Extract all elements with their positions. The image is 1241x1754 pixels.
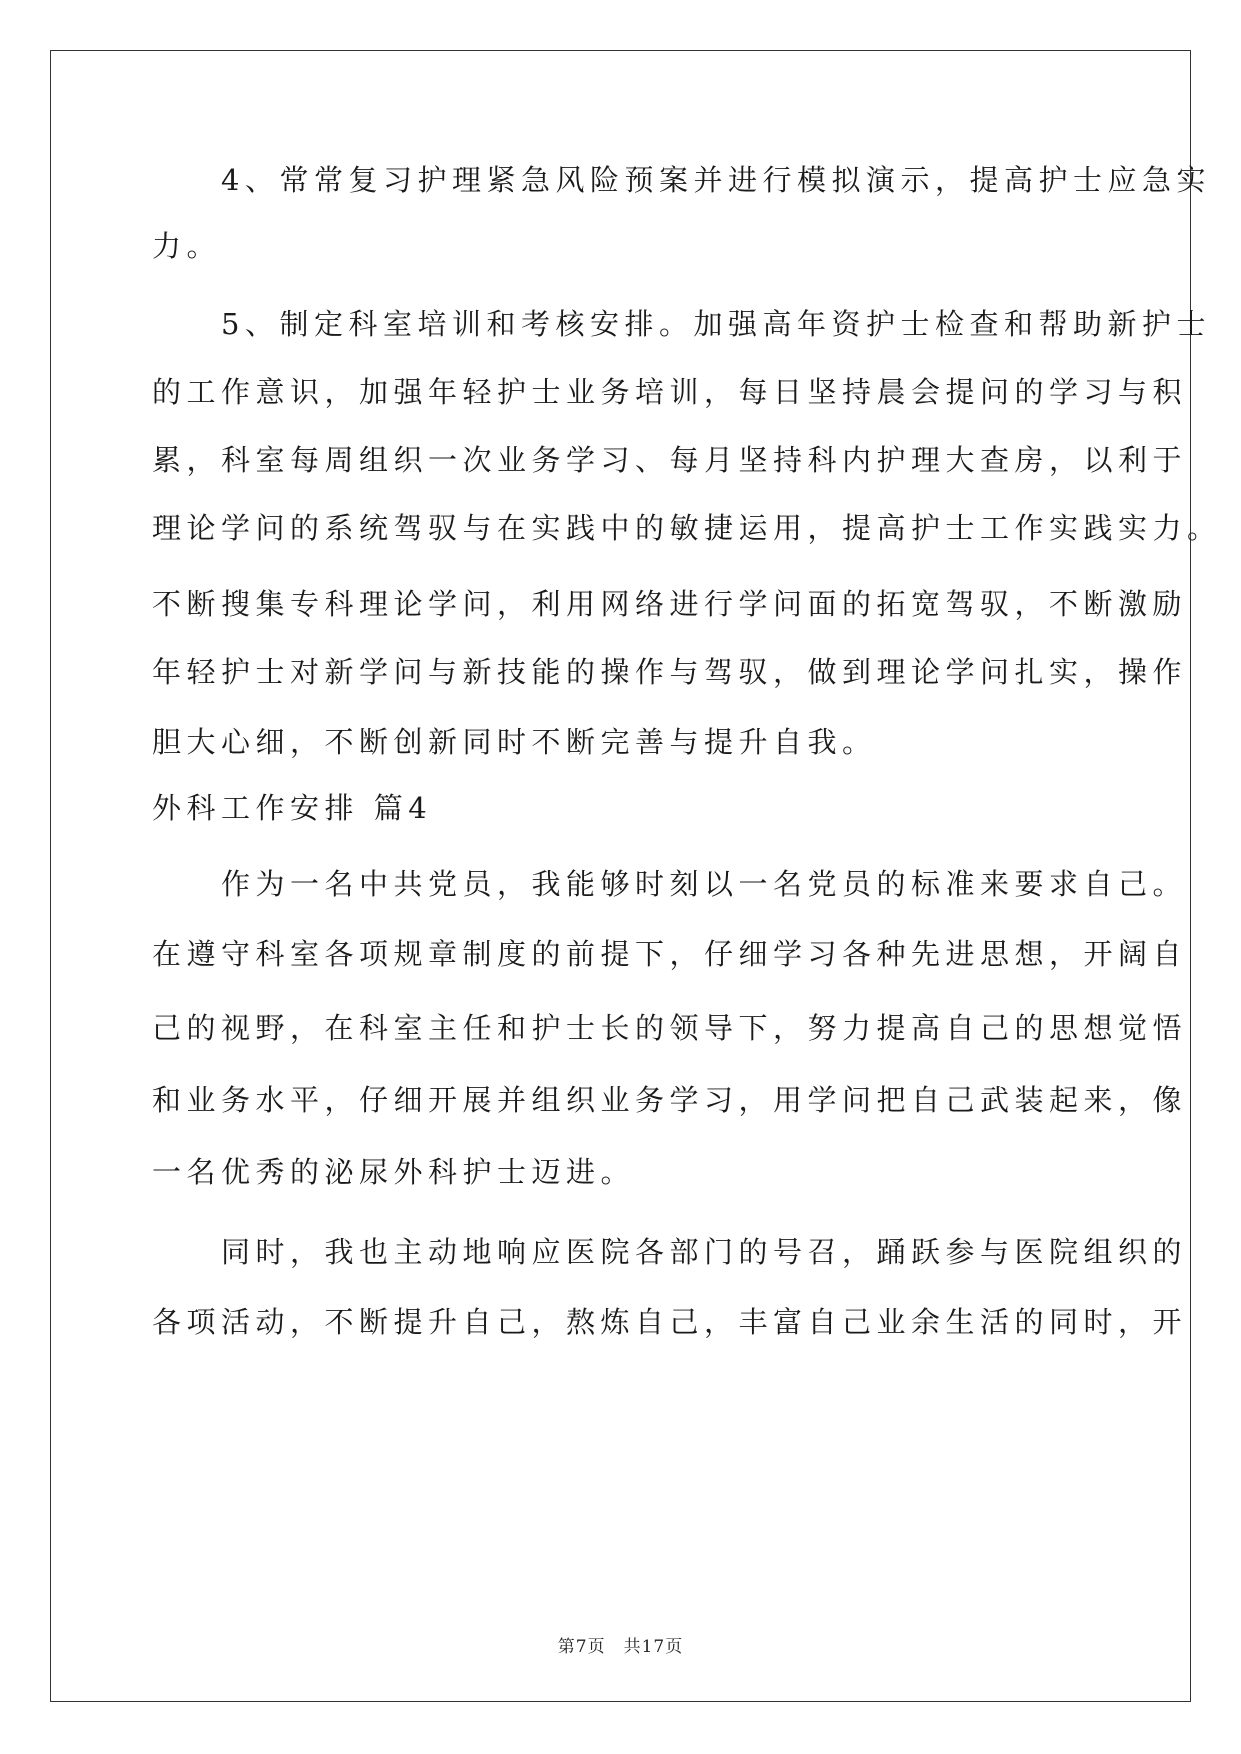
text-line: 在遵守科室各项规章制度的前提下，仔细学习各种先进思想，开阔自 xyxy=(152,937,1188,971)
page-footer xyxy=(0,1632,1241,1657)
section-heading: 外科工作安排 篇4 xyxy=(152,791,433,825)
text-line: 5、制定科室培训和考核安排。加强高年资护士检查和帮助新护士 xyxy=(152,307,1211,341)
text-line: 己的视野，在科室主任和护士长的领导下，努力提高自己的思想觉悟 xyxy=(152,1011,1188,1045)
text-line: 不断搜集专科理论学问，利用网络进行学问面的拓宽驾驭，不断激励 xyxy=(152,587,1188,621)
text-line: 胆大心细，不断创新同时不断完善与提升自我。 xyxy=(152,725,877,759)
text-line: 年轻护士对新学问与新技能的操作与驾驭，做到理论学问扎实，操作 xyxy=(152,655,1188,689)
text-line: 一名优秀的泌尿外科护士迈进。 xyxy=(152,1155,636,1189)
text-line: 力。 xyxy=(152,229,222,263)
text-line: 作为一名中共党员，我能够时刻以一名党员的标准来要求自己。 xyxy=(152,867,1188,901)
page-number-current: 第7页 xyxy=(557,1637,606,1657)
page-number-total: 共17页 xyxy=(623,1637,684,1657)
text-line: 理论学问的系统驾驭与在实践中的敏捷运用，提高护士工作实践实力。 xyxy=(152,511,1222,545)
text-line: 累，科室每周组织一次业务学习、每月坚持科内护理大查房，以利于 xyxy=(152,443,1188,477)
text-line: 的工作意识，加强年轻护士业务培训，每日坚持晨会提问的学习与积 xyxy=(152,375,1188,409)
text-line: 同时，我也主动地响应医院各部门的号召，踊跃参与医院组织的 xyxy=(152,1235,1188,1269)
text-line: 和业务水平，仔细开展并组织业务学习，用学问把自己武装起来，像 xyxy=(152,1083,1188,1117)
text-line: 各项活动，不断提升自己，熬炼自己，丰富自己业余生活的同时，开 xyxy=(152,1305,1188,1339)
text-line: 4、常常复习护理紧急风险预案并进行模拟演示，提高护士应急实 xyxy=(152,163,1211,197)
